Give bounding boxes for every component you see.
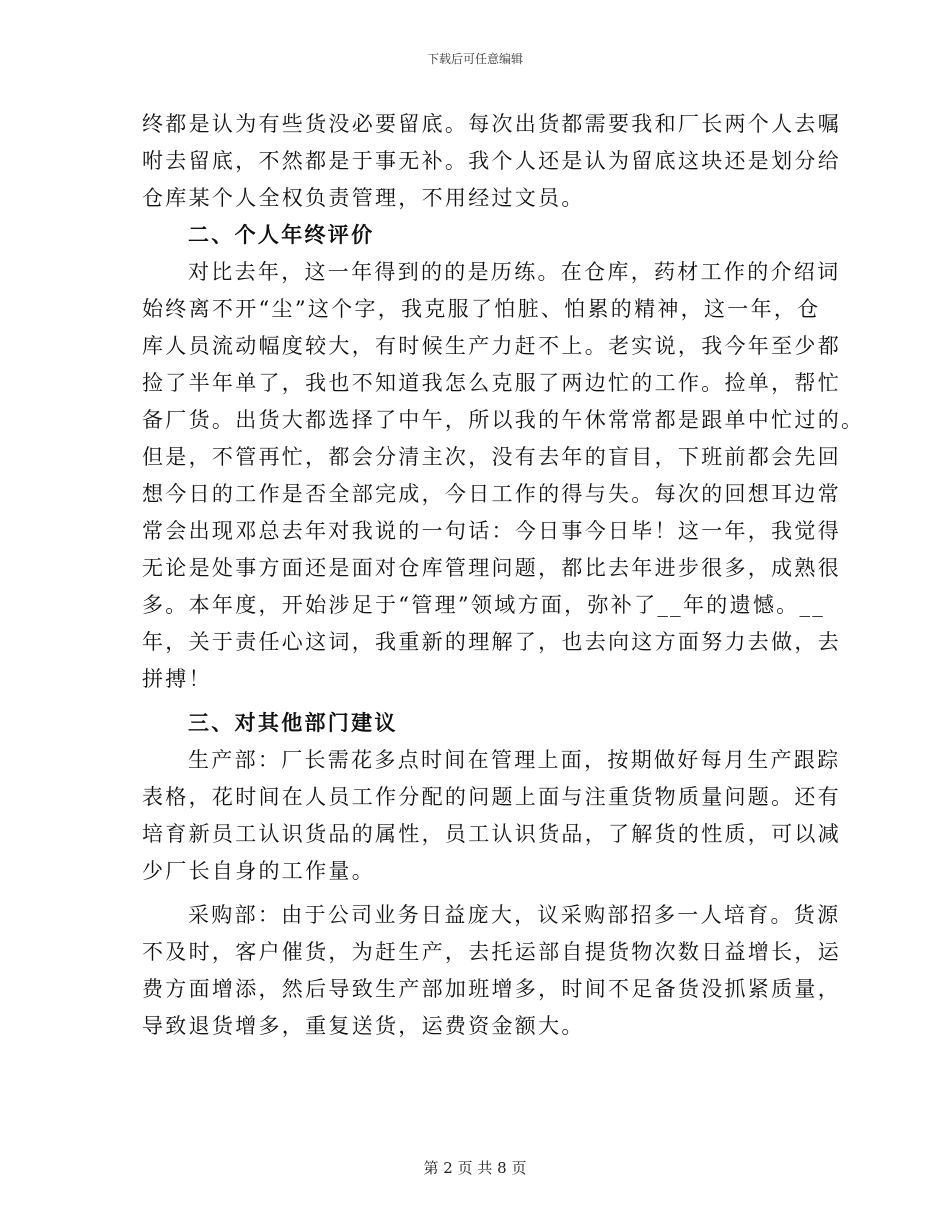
paragraph-line: 仓库某个人全权负责管理，不用经过文员。 [142,186,585,210]
paragraph-line: 采购部：由于公司业务日益庞大，议采购部招多一人培育。货源 [188,903,841,927]
paragraph-line: 想今日的工作是否全部完成，今日工作的得与失。每次的回想耳边常 [142,482,841,506]
paragraph-line: 导致退货增多，重复送货，运费资金额大。 [142,1014,585,1038]
paragraph-line: 常会出现邓总去年对我说的一句话：今日事今日毕！这一年，我觉得 [142,519,841,543]
paragraph-line: 表格，花时间在人员工作分配的问题上面与注重货物质量问题。还有 [142,785,841,809]
paragraph-line: 捡了半年单了，我也不知道我怎么克服了两边忙的工作。捡单，帮忙 [142,371,841,395]
paragraph-line: 年，关于责任心这词，我重新的理解了，也去向这方面努力去做，去 [142,630,841,654]
paragraph-line: 无论是处事方面还是面对仓库管理问题，都比去年进步很多，成熟很 [142,556,841,580]
paragraph-line: 终都是认为有些货没必要留底。每次出货都需要我和厂长两个人去嘱 [142,112,841,136]
page-header: 下载后可任意编辑 [426,52,523,66]
paragraph-line: 少厂长自身的工作量。 [142,859,375,883]
spacer [142,698,804,705]
paragraph-line: 生产部：厂长需花多点时间在管理上面，按期做好每月生产跟踪 [188,748,841,772]
paragraph-line: 备厂货。出货大都选择了中午，所以我的午休常常都是跟单中忙过的。 [142,408,865,432]
paragraph-line: 拼搏！ [142,667,212,691]
section-heading-personal-review: 二、个人年终评价 [188,223,375,247]
paragraph-line: 对比去年，这一年得到的的是历练。在仓库，药材工作的介绍词 [188,260,841,284]
document-body [142,106,865,1045]
paragraph-line: 费方面增添，然后导致生产部加班增多，时间不足备货没抓紧质量， [142,977,841,1001]
spacer [142,890,804,897]
paragraph-line: 多。本年度，开始涉足于“管理”领域方面，弥补了__年的遗憾。__ [142,593,826,617]
paragraph-line: 咐去留底，不然都是于事无补。我个人还是认为留底这块还是划分给 [142,149,841,173]
paragraph-line: 不及时，客户催货，为赶生产，去托运部自提货物次数日益增长，运 [142,940,841,964]
paragraph-line: 库人员流动幅度较大，有时候生产力赶不上。老实说，我今年至少都 [142,334,841,358]
paragraph-line: 培育新员工认识货品的属性，员工认识货品，了解货的性质，可以减 [142,822,841,846]
section-heading-department-suggestions: 三、对其他部门建议 [188,711,398,735]
page-number-footer: 第 2 页 共 8 页 [423,1159,527,1177]
paragraph-line: 始终离不开“尘”这个字，我克服了怕脏、怕累的精神，这一年，仓 [142,297,821,321]
paragraph-line: 但是，不管再忙，都会分清主次，没有去年的盲目，下班前都会先回 [142,445,841,469]
